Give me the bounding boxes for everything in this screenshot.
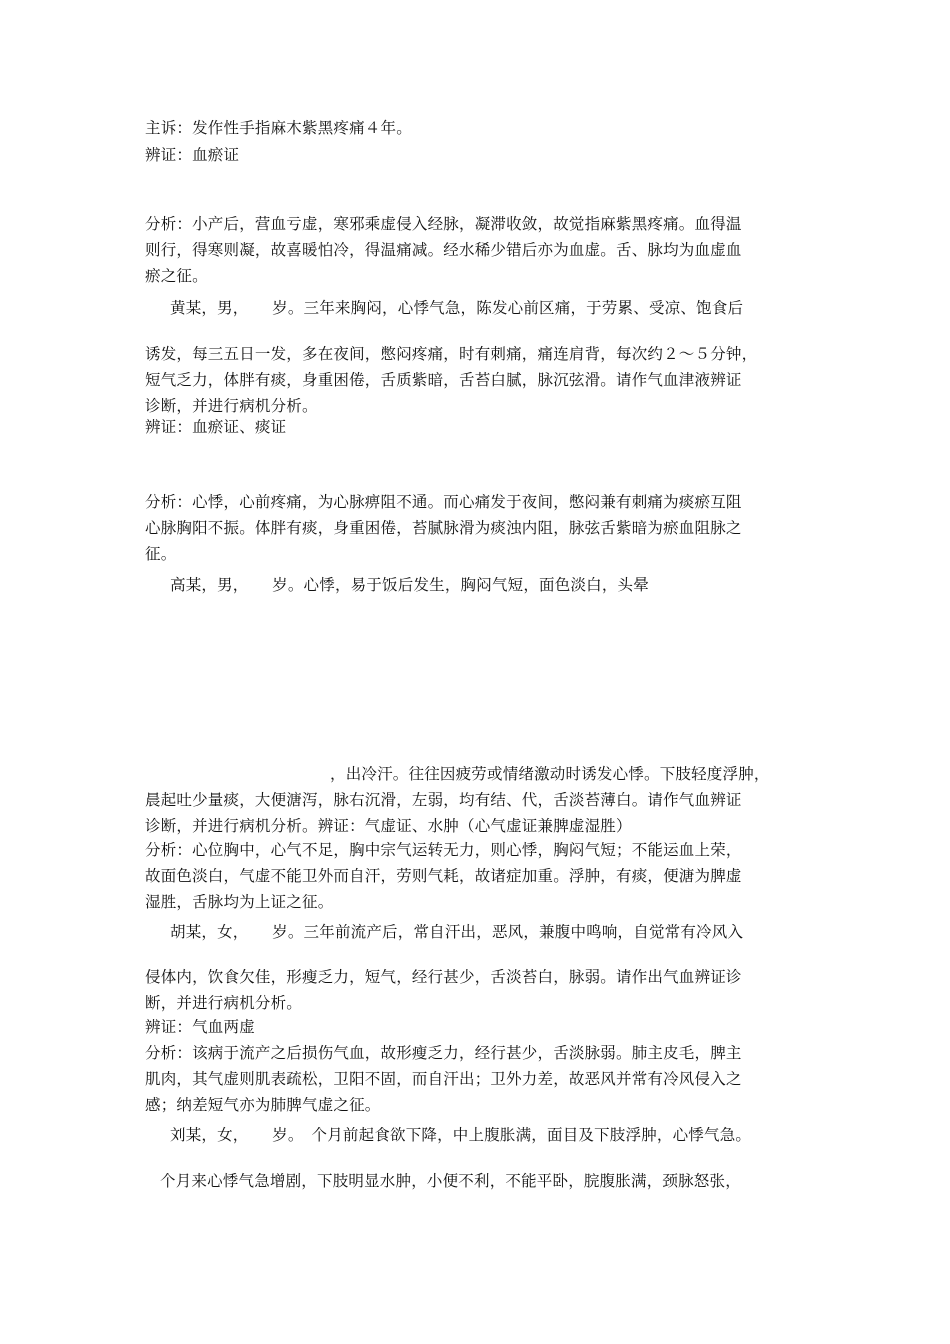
case-line: 晨起吐少量痰，大便溏泻，脉右沉滑，左弱，均有结、代，舌淡苔薄白。请作气血辨证 — [145, 791, 742, 809]
analysis-line: 征。 — [145, 545, 177, 563]
analysis-line: 湿胜，舌脉均为上证之征。 — [145, 893, 334, 911]
analysis-line: 肌肉，其气虚则肌表疏松，卫阳不固，而自汗出；卫外力差，故恶风并常有冷风侵入之 — [145, 1070, 742, 1088]
analysis-line: 心脉胸阳不振。体胖有痰，身重困倦，苔腻脉滑为痰浊内阻，脉弦舌紫暗为瘀血阻脉之 — [145, 519, 742, 537]
case-line: 断，并进行病机分析。 — [145, 994, 303, 1012]
case-line: 诊断，并进行病机分析。辨证：气虚证、水肿（心气虚证兼脾虚湿胜） — [145, 817, 632, 835]
case-line: 黄某，男， 岁。三年来胸闷，心悸气急，陈发心前区痛，于劳累、受凉、饱食后 — [170, 299, 744, 317]
case-line: 个月来心悸气急增剧，下肢明显水肿，小便不利，不能平卧，脘腹胀满，颈脉怒张， — [160, 1172, 741, 1190]
diagnosis-line: 辨证：血瘀证 — [145, 146, 240, 164]
diagnosis-line: 辨证：气血两虚 — [145, 1018, 255, 1036]
analysis-line: 则行，得寒则凝，故喜暖怕冷，得温痛减。经水稀少错后亦为血虚。舌、脉均为血虚血 — [145, 241, 742, 259]
analysis-line: 故面色淡白，气虚不能卫外而自汗，劳则气耗，故诸症加重。浮肿，有痰，便溏为脾虚 — [145, 867, 742, 885]
case-line: 高某，男， 岁。心悸，易于饭后发生，胸闷气短，面色淡白，头晕 — [170, 576, 649, 594]
analysis-line: 分析：小产后，营血亏虚，寒邪乘虚侵入经脉，凝滞收敛，故觉指麻紫黑疼痛。血得温 — [145, 215, 742, 233]
analysis-line: 瘀之征。 — [145, 267, 208, 285]
diagnosis-line: 辨证：血瘀证、痰证 — [145, 418, 287, 436]
case-line: ，出冷汗。往往因疲劳或情绪激动时诱发心悸。下肢轻度浮肿， — [330, 765, 770, 783]
analysis-line: 分析：心位胸中，心气不足，胸中宗气运转无力，则心悸，胸闷气短；不能运血上荣， — [145, 841, 742, 859]
analysis-line: 分析：该病于流产之后损伤气血，故形瘦乏力，经行甚少，舌淡脉弱。肺主皮毛，脾主 — [145, 1044, 742, 1062]
case-line: 诊断，并进行病机分析。 — [145, 397, 318, 415]
analysis-line: 分析：心悸，心前疼痛，为心脉痹阻不通。而心痛发于夜间，憋闷兼有刺痛为痰瘀互阻 — [145, 493, 742, 511]
case-line: 诱发，每三五日一发，多在夜间，憋闷疼痛，时有刺痛，痛连肩背，每次约２～５分钟， — [145, 345, 758, 363]
case-line: 短气乏力，体胖有痰，身重困倦，舌质紫暗，舌苔白腻，脉沉弦滑。请作气血津液辨证 — [145, 371, 742, 389]
analysis-line: 感；纳差短气亦为肺脾气虚之征。 — [145, 1096, 381, 1114]
chief-complaint-line: 主诉：发作性手指麻木紫黑疼痛４年。 — [145, 119, 412, 137]
case-line: 刘某，女， 岁。 个月前起食欲下降，中上腹胀满，面目及下肢浮肿，心悸气急。 — [170, 1126, 752, 1144]
case-line: 侵体内，饮食欠佳，形瘦乏力，短气，经行甚少，舌淡苔白，脉弱。请作出气血辨证诊 — [145, 968, 742, 986]
case-line: 胡某，女， 岁。三年前流产后，常自汗出，恶风，兼腹中鸣响，自觉常有冷风入 — [170, 923, 744, 941]
